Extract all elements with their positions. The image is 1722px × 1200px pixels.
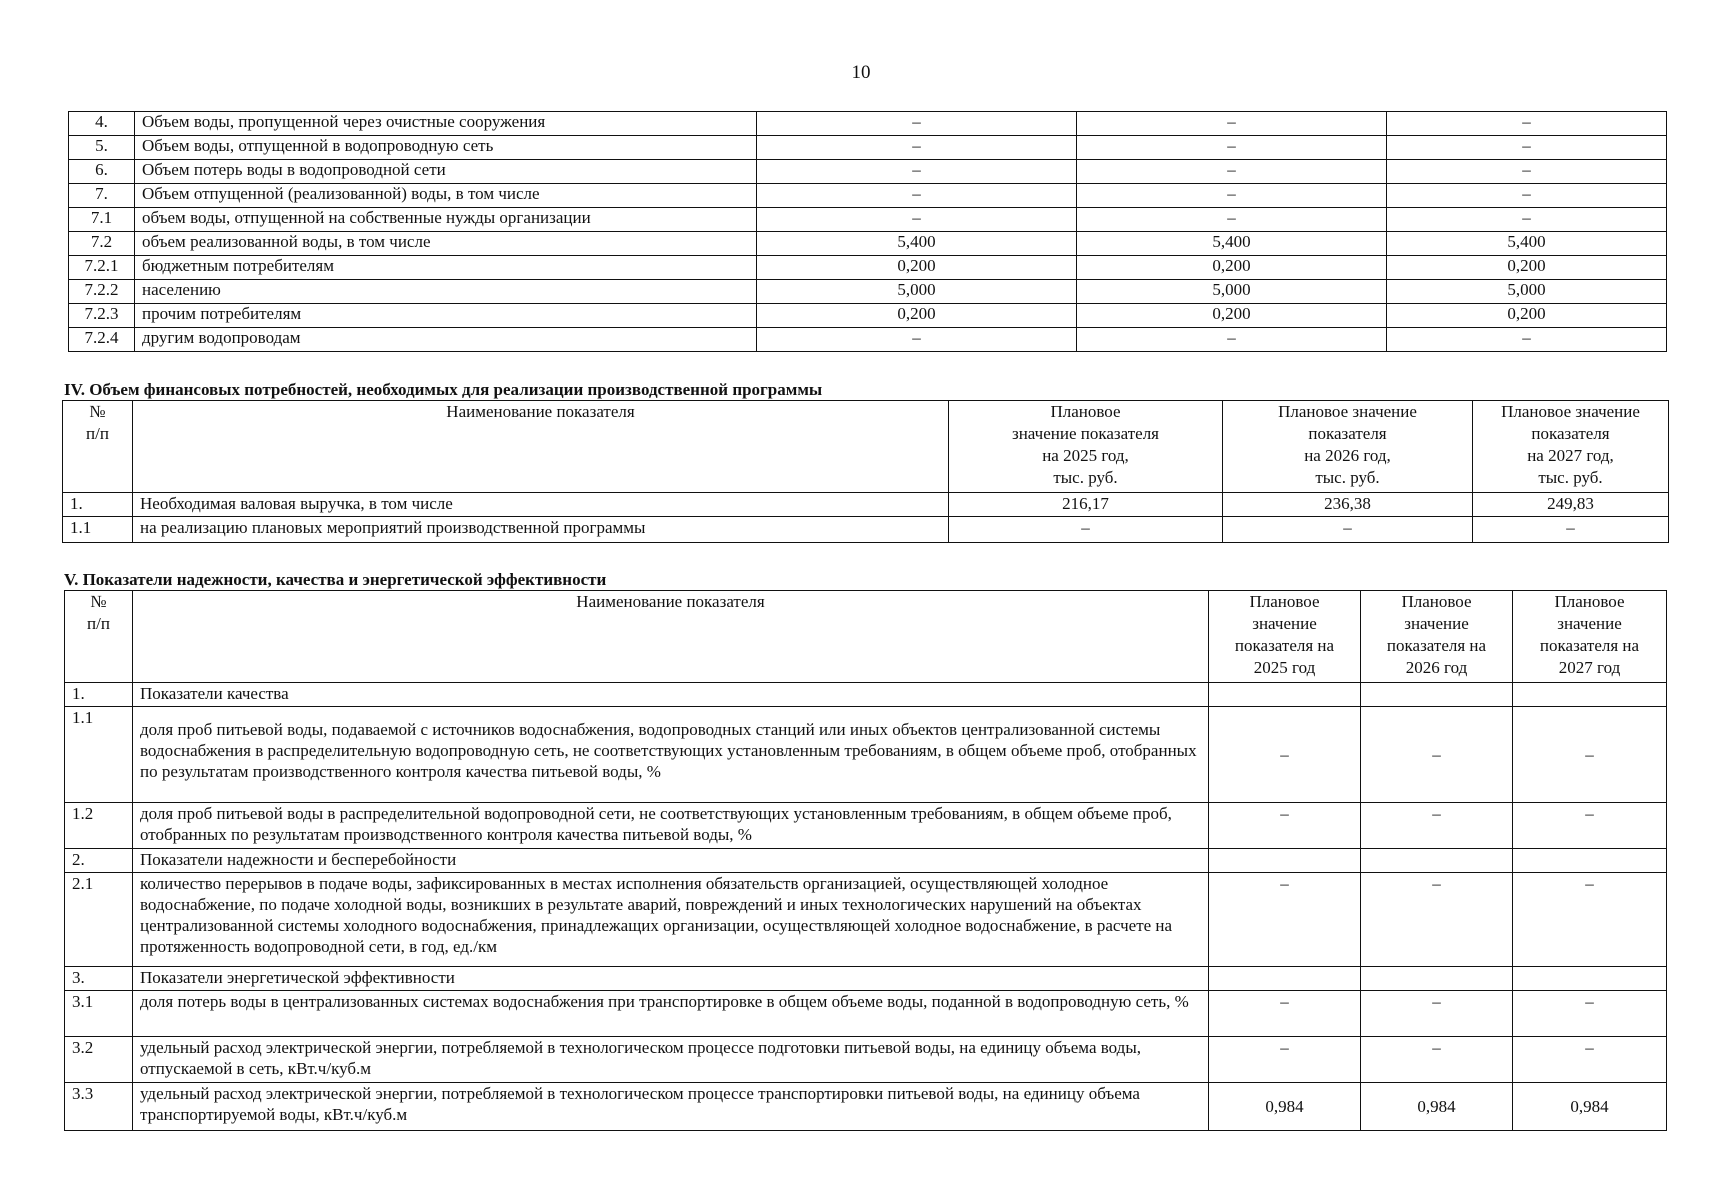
row-name: Показатели надежности и бесперебойности xyxy=(133,849,1209,873)
row-number: 4. xyxy=(69,112,135,136)
row-number: 1.1 xyxy=(65,707,133,803)
table-row xyxy=(65,873,1667,967)
value-2027: – xyxy=(1387,208,1667,232)
value-2026: – xyxy=(1077,208,1387,232)
value-2025 xyxy=(1209,683,1361,707)
row-name: Объем воды, отпущенной в водопроводную сеть xyxy=(135,136,757,160)
value-2025: 5,400 xyxy=(757,232,1077,256)
value-2026: – xyxy=(1361,707,1513,803)
value-2025 xyxy=(1209,849,1361,873)
row-name: бюджетным потребителям xyxy=(135,256,757,280)
row-number: 6. xyxy=(69,160,135,184)
num-header: № п/п xyxy=(63,401,133,493)
value-2026 xyxy=(1361,849,1513,873)
value-2026: – xyxy=(1361,803,1513,849)
row-name: Показатели качества xyxy=(133,683,1209,707)
value-2026: 0,984 xyxy=(1361,1083,1513,1131)
row-number: 1. xyxy=(63,493,133,517)
financial-needs-table xyxy=(62,400,1669,543)
value-2027: – xyxy=(1473,517,1669,543)
row-name: удельный расход электрической энергии, потребляемой в технологическом процессе подготовки питьевой воды, на единицу объема воды, отпускаемой в сеть, кВт.ч/куб.м xyxy=(133,1037,1209,1083)
table-row xyxy=(63,517,1669,543)
value-2026: 5,400 xyxy=(1077,232,1387,256)
value-2026: – xyxy=(1077,328,1387,352)
row-name: доля проб питьевой воды, подаваемой с источников водоснабжения, водопроводных станций или иных объектов централизованной системы водоснабжения в распределительную водопроводную сеть, не соответствующих установленным требованиям, в общем объеме проб, отобранных по результатам производственного контроля качества питьевой воды, % xyxy=(133,707,1209,803)
row-number: 5. xyxy=(69,136,135,160)
value-2025: – xyxy=(757,112,1077,136)
table-row xyxy=(65,967,1667,991)
value-2027: – xyxy=(1513,707,1667,803)
value-2026: – xyxy=(1361,873,1513,967)
row-number: 1. xyxy=(65,683,133,707)
table-header-row xyxy=(65,591,1667,683)
row-name: Объем потерь воды в водопроводной сети xyxy=(135,160,757,184)
plan-2025-header: Плановое значение показателя на 2025 год, тыс. руб. xyxy=(949,401,1223,493)
table-row xyxy=(69,304,1667,328)
value-2027: – xyxy=(1387,160,1667,184)
value-2026: – xyxy=(1077,184,1387,208)
table-row xyxy=(69,184,1667,208)
row-number: 2.1 xyxy=(65,873,133,967)
table-row xyxy=(65,683,1667,707)
value-2026 xyxy=(1361,967,1513,991)
row-name: Необходимая валовая выручка, в том числе xyxy=(133,493,949,517)
value-2026: 0,200 xyxy=(1077,256,1387,280)
row-name: Показатели энергетической эффективности xyxy=(133,967,1209,991)
row-name: объем воды, отпущенной на собственные нужды организации xyxy=(135,208,757,232)
row-number: 2. xyxy=(65,849,133,873)
value-2027 xyxy=(1513,849,1667,873)
value-2027: – xyxy=(1513,991,1667,1037)
row-number: 3. xyxy=(65,967,133,991)
plan-2027-header: Плановое значение показателя на 2027 год, тыс. руб. xyxy=(1473,401,1669,493)
value-2027 xyxy=(1513,683,1667,707)
value-2027: – xyxy=(1387,328,1667,352)
value-2025: – xyxy=(1209,873,1361,967)
table-row xyxy=(65,849,1667,873)
plan-2026-header: Плановое значение показателя на 2026 год xyxy=(1361,591,1513,683)
row-number: 7. xyxy=(69,184,135,208)
table-row xyxy=(65,991,1667,1037)
num-header: № п/п xyxy=(65,591,133,683)
value-2027: 0,200 xyxy=(1387,256,1667,280)
value-2026: 236,38 xyxy=(1223,493,1473,517)
row-name: населению xyxy=(135,280,757,304)
value-2027: – xyxy=(1513,873,1667,967)
value-2025: – xyxy=(757,184,1077,208)
section-v-title: V. Показатели надежности, качества и энергетической эффективности xyxy=(64,570,607,589)
value-2026: – xyxy=(1223,517,1473,543)
table-row xyxy=(69,232,1667,256)
value-2025: 5,000 xyxy=(757,280,1077,304)
value-2027: – xyxy=(1387,136,1667,160)
value-2027: – xyxy=(1513,1037,1667,1083)
value-2027 xyxy=(1513,967,1667,991)
value-2025: 0,200 xyxy=(757,304,1077,328)
table-row xyxy=(69,136,1667,160)
row-name: прочим потребителям xyxy=(135,304,757,328)
table-row xyxy=(65,1083,1667,1131)
table-row xyxy=(65,1037,1667,1083)
row-name: доля проб питьевой воды в распределительной водопроводной сети, не соответствующих установленным требованиям, в общем объеме проб, отобранных по результатам производственного контроля качества питьевой воды, % xyxy=(133,803,1209,849)
row-number: 7.1 xyxy=(69,208,135,232)
value-2026: 0,200 xyxy=(1077,304,1387,328)
row-number: 1.1 xyxy=(63,517,133,543)
water-volume-table xyxy=(68,111,1667,352)
row-name: на реализацию плановых мероприятий производственной программы xyxy=(133,517,949,543)
table-row xyxy=(69,256,1667,280)
value-2027: – xyxy=(1387,112,1667,136)
row-name: Объем воды, пропущенной через очистные сооружения xyxy=(135,112,757,136)
name-header: Наименование показателя xyxy=(133,591,1209,683)
value-2025: – xyxy=(757,160,1077,184)
plan-2026-header: Плановое значение показателя на 2026 год, тыс. руб. xyxy=(1223,401,1473,493)
table-row xyxy=(69,280,1667,304)
table-row xyxy=(63,493,1669,517)
row-number: 7.2.1 xyxy=(69,256,135,280)
table-row xyxy=(69,160,1667,184)
table-row xyxy=(69,112,1667,136)
value-2026 xyxy=(1361,683,1513,707)
row-name: доля потерь воды в централизованных системах водоснабжения при транспортировке в общем объеме воды, поданной в водопроводную сеть, % xyxy=(133,991,1209,1037)
table-header-row xyxy=(63,401,1669,493)
row-name: другим водопроводам xyxy=(135,328,757,352)
value-2027: 0,200 xyxy=(1387,304,1667,328)
value-2025: – xyxy=(1209,707,1361,803)
value-2025 xyxy=(1209,967,1361,991)
table-row xyxy=(65,707,1667,803)
value-2027: 5,400 xyxy=(1387,232,1667,256)
row-number: 3.3 xyxy=(65,1083,133,1131)
row-number: 7.2.4 xyxy=(69,328,135,352)
row-number: 3.2 xyxy=(65,1037,133,1083)
plan-2027-header: Плановое значение показателя на 2027 год xyxy=(1513,591,1667,683)
value-2025: – xyxy=(949,517,1223,543)
row-name: удельный расход электрической энергии, потребляемой в технологическом процессе транспортировки питьевой воды, на единицу объема транспортируемой воды, кВт.ч/куб.м xyxy=(133,1083,1209,1131)
row-name: количество перерывов в подаче воды, зафиксированных в местах исполнения обязательств организацией, осуществляющей холодное водоснабжение, по подаче холодной воды, возникших в результате аварий, повреждений и иных технологических нарушений на объектах централизованной системы холодного водоснабжения, принадлежащих организации, осуществляющей холодное водоснабжение, в расчете на протяженность водопроводной сети, в год, ед./км xyxy=(133,873,1209,967)
value-2027: 249,83 xyxy=(1473,493,1669,517)
value-2025: – xyxy=(757,208,1077,232)
value-2027: – xyxy=(1513,803,1667,849)
table-row xyxy=(69,328,1667,352)
row-name: Объем отпущенной (реализованной) воды, в том числе xyxy=(135,184,757,208)
row-number: 7.2.3 xyxy=(69,304,135,328)
value-2027: 5,000 xyxy=(1387,280,1667,304)
value-2025: – xyxy=(1209,1037,1361,1083)
value-2025: 0,200 xyxy=(757,256,1077,280)
page-number: 10 xyxy=(851,62,871,83)
value-2026: – xyxy=(1077,160,1387,184)
row-name: объем реализованной воды, в том числе xyxy=(135,232,757,256)
row-number: 7.2 xyxy=(69,232,135,256)
section-iv-title: IV. Объем финансовых потребностей, необходимых для реализации производственной программы xyxy=(64,380,823,399)
value-2025: – xyxy=(1209,991,1361,1037)
value-2025: 0,984 xyxy=(1209,1083,1361,1131)
value-2027: – xyxy=(1387,184,1667,208)
value-2025: – xyxy=(757,328,1077,352)
table-row xyxy=(65,803,1667,849)
value-2026: – xyxy=(1361,1037,1513,1083)
value-2026: – xyxy=(1077,136,1387,160)
name-header: Наименование показателя xyxy=(133,401,949,493)
reliability-quality-table xyxy=(64,590,1667,1131)
value-2026: – xyxy=(1077,112,1387,136)
value-2026: – xyxy=(1361,991,1513,1037)
row-number: 3.1 xyxy=(65,991,133,1037)
table-row xyxy=(69,208,1667,232)
value-2027: 0,984 xyxy=(1513,1083,1667,1131)
row-number: 7.2.2 xyxy=(69,280,135,304)
row-number: 1.2 xyxy=(65,803,133,849)
value-2025: 216,17 xyxy=(949,493,1223,517)
value-2026: 5,000 xyxy=(1077,280,1387,304)
plan-2025-header: Плановое значение показателя на 2025 год xyxy=(1209,591,1361,683)
value-2025: – xyxy=(757,136,1077,160)
value-2025: – xyxy=(1209,803,1361,849)
